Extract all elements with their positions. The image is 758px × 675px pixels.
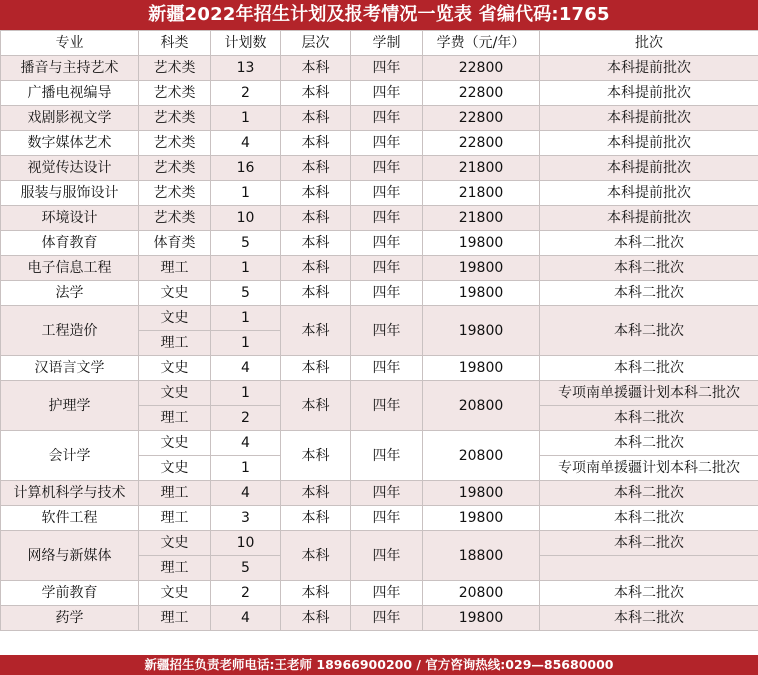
batch-cell: 本科二批次 bbox=[540, 606, 758, 631]
batch-cell: 本科二批次 bbox=[540, 281, 758, 306]
table-row bbox=[1, 231, 758, 256]
batch-cell: 本科提前批次 bbox=[540, 181, 758, 206]
kelei-cell: 文史 bbox=[139, 456, 211, 481]
major-cell: 电子信息工程 bbox=[1, 256, 139, 281]
kelei-cell: 理工 bbox=[139, 331, 211, 356]
level-cell: 本科 bbox=[281, 81, 351, 106]
duration-cell: 四年 bbox=[351, 156, 423, 181]
col-header-fee: 学费（元/年） bbox=[423, 31, 540, 56]
batch-cell: 本科二批次 bbox=[540, 356, 758, 381]
batch-cell: 本科提前批次 bbox=[540, 106, 758, 131]
col-header-kelei: 科类 bbox=[139, 31, 211, 56]
batch-cell: 本科二批次 bbox=[540, 306, 758, 356]
duration-cell: 四年 bbox=[351, 281, 423, 306]
plan-cell: 1 bbox=[211, 381, 281, 406]
major-cell: 广播电视编导 bbox=[1, 81, 139, 106]
fee-cell: 21800 bbox=[423, 206, 540, 231]
batch-cell: 本科二批次 bbox=[540, 481, 758, 506]
plan-cell: 5 bbox=[211, 556, 281, 581]
duration-cell: 四年 bbox=[351, 131, 423, 156]
fee-cell: 19800 bbox=[423, 606, 540, 631]
col-header-level: 层次 bbox=[281, 31, 351, 56]
duration-cell: 四年 bbox=[351, 606, 423, 631]
major-cell: 服装与服饰设计 bbox=[1, 181, 139, 206]
major-cell: 计算机科学与技术 bbox=[1, 481, 139, 506]
fee-cell: 20800 bbox=[423, 381, 540, 431]
level-cell: 本科 bbox=[281, 381, 351, 431]
major-cell: 护理学 bbox=[1, 381, 139, 431]
level-cell: 本科 bbox=[281, 156, 351, 181]
kelei-cell: 文史 bbox=[139, 306, 211, 331]
duration-cell: 四年 bbox=[351, 306, 423, 356]
batch-cell: 本科二批次 bbox=[540, 531, 758, 556]
fee-cell: 19800 bbox=[423, 281, 540, 306]
level-cell: 本科 bbox=[281, 431, 351, 481]
level-cell: 本科 bbox=[281, 481, 351, 506]
kelei-cell: 文史 bbox=[139, 356, 211, 381]
admission-table bbox=[0, 30, 758, 631]
level-cell: 本科 bbox=[281, 506, 351, 531]
table-row bbox=[1, 106, 758, 131]
duration-cell: 四年 bbox=[351, 231, 423, 256]
plan-cell: 4 bbox=[211, 481, 281, 506]
plan-cell: 1 bbox=[211, 181, 281, 206]
kelei-cell: 理工 bbox=[139, 256, 211, 281]
table-row bbox=[1, 206, 758, 231]
kelei-cell: 理工 bbox=[139, 606, 211, 631]
plan-cell: 1 bbox=[211, 331, 281, 356]
batch-cell: 本科二批次 bbox=[540, 406, 758, 431]
batch-cell: 本科二批次 bbox=[540, 581, 758, 606]
table-row bbox=[1, 131, 758, 156]
duration-cell: 四年 bbox=[351, 531, 423, 581]
level-cell: 本科 bbox=[281, 281, 351, 306]
plan-cell: 10 bbox=[211, 531, 281, 556]
plan-cell: 1 bbox=[211, 456, 281, 481]
major-cell: 法学 bbox=[1, 281, 139, 306]
duration-cell: 四年 bbox=[351, 206, 423, 231]
major-cell: 工程造价 bbox=[1, 306, 139, 356]
batch-cell: 本科二批次 bbox=[540, 231, 758, 256]
fee-cell: 20800 bbox=[423, 431, 540, 481]
duration-cell: 四年 bbox=[351, 181, 423, 206]
batch-cell: 本科二批次 bbox=[540, 256, 758, 281]
contact-footer: 新疆招生负责老师电话:王老师 18966900200 / 官方咨询热线:029—85680000 bbox=[0, 655, 758, 675]
plan-cell: 2 bbox=[211, 581, 281, 606]
batch-cell bbox=[540, 556, 758, 581]
duration-cell: 四年 bbox=[351, 106, 423, 131]
plan-cell: 10 bbox=[211, 206, 281, 231]
fee-cell: 21800 bbox=[423, 156, 540, 181]
kelei-cell: 文史 bbox=[139, 581, 211, 606]
table-row bbox=[1, 281, 758, 306]
major-cell: 软件工程 bbox=[1, 506, 139, 531]
duration-cell: 四年 bbox=[351, 506, 423, 531]
major-cell: 学前教育 bbox=[1, 581, 139, 606]
duration-cell: 四年 bbox=[351, 381, 423, 431]
level-cell: 本科 bbox=[281, 206, 351, 231]
plan-cell: 5 bbox=[211, 281, 281, 306]
level-cell: 本科 bbox=[281, 581, 351, 606]
level-cell: 本科 bbox=[281, 181, 351, 206]
fee-cell: 19800 bbox=[423, 356, 540, 381]
kelei-cell: 文史 bbox=[139, 531, 211, 556]
duration-cell: 四年 bbox=[351, 81, 423, 106]
plan-cell: 1 bbox=[211, 306, 281, 331]
batch-cell: 本科提前批次 bbox=[540, 206, 758, 231]
plan-cell: 2 bbox=[211, 81, 281, 106]
fee-cell: 19800 bbox=[423, 481, 540, 506]
level-cell: 本科 bbox=[281, 606, 351, 631]
fee-cell: 18800 bbox=[423, 531, 540, 581]
level-cell: 本科 bbox=[281, 131, 351, 156]
major-cell: 体育教育 bbox=[1, 231, 139, 256]
col-header-plan: 计划数 bbox=[211, 31, 281, 56]
level-cell: 本科 bbox=[281, 231, 351, 256]
duration-cell: 四年 bbox=[351, 481, 423, 506]
major-cell: 数字媒体艺术 bbox=[1, 131, 139, 156]
duration-cell: 四年 bbox=[351, 56, 423, 81]
major-cell: 播音与主持艺术 bbox=[1, 56, 139, 81]
fee-cell: 19800 bbox=[423, 256, 540, 281]
table-row bbox=[1, 381, 758, 406]
batch-cell: 本科提前批次 bbox=[540, 131, 758, 156]
fee-cell: 19800 bbox=[423, 506, 540, 531]
level-cell: 本科 bbox=[281, 106, 351, 131]
kelei-cell: 艺术类 bbox=[139, 106, 211, 131]
fee-cell: 22800 bbox=[423, 106, 540, 131]
kelei-cell: 体育类 bbox=[139, 231, 211, 256]
fee-cell: 19800 bbox=[423, 231, 540, 256]
major-cell: 视觉传达设计 bbox=[1, 156, 139, 181]
level-cell: 本科 bbox=[281, 356, 351, 381]
kelei-cell: 理工 bbox=[139, 481, 211, 506]
major-cell: 环境设计 bbox=[1, 206, 139, 231]
level-cell: 本科 bbox=[281, 306, 351, 356]
table-row bbox=[1, 481, 758, 506]
plan-cell: 4 bbox=[211, 356, 281, 381]
level-cell: 本科 bbox=[281, 256, 351, 281]
major-cell: 网络与新媒体 bbox=[1, 531, 139, 581]
table-row bbox=[1, 156, 758, 181]
plan-cell: 13 bbox=[211, 56, 281, 81]
table-row bbox=[1, 506, 758, 531]
table-row bbox=[1, 56, 758, 81]
plan-cell: 4 bbox=[211, 131, 281, 156]
plan-cell: 4 bbox=[211, 606, 281, 631]
table-row bbox=[1, 256, 758, 281]
fee-cell: 19800 bbox=[423, 306, 540, 356]
batch-cell: 专项南单援疆计划本科二批次 bbox=[540, 456, 758, 481]
kelei-cell: 文史 bbox=[139, 431, 211, 456]
table-row bbox=[1, 431, 758, 456]
kelei-cell: 艺术类 bbox=[139, 56, 211, 81]
plan-cell: 4 bbox=[211, 431, 281, 456]
kelei-cell: 文史 bbox=[139, 381, 211, 406]
duration-cell: 四年 bbox=[351, 581, 423, 606]
kelei-cell: 艺术类 bbox=[139, 156, 211, 181]
batch-cell: 本科二批次 bbox=[540, 431, 758, 456]
table-row bbox=[1, 81, 758, 106]
batch-cell: 专项南单援疆计划本科二批次 bbox=[540, 381, 758, 406]
fee-cell: 20800 bbox=[423, 581, 540, 606]
table-row bbox=[1, 181, 758, 206]
fee-cell: 21800 bbox=[423, 181, 540, 206]
duration-cell: 四年 bbox=[351, 256, 423, 281]
batch-cell: 本科提前批次 bbox=[540, 81, 758, 106]
level-cell: 本科 bbox=[281, 56, 351, 81]
table-row bbox=[1, 531, 758, 556]
table-row bbox=[1, 356, 758, 381]
kelei-cell: 艺术类 bbox=[139, 181, 211, 206]
header-row bbox=[1, 31, 758, 56]
major-cell: 汉语言文学 bbox=[1, 356, 139, 381]
duration-cell: 四年 bbox=[351, 431, 423, 481]
fee-cell: 22800 bbox=[423, 81, 540, 106]
table-row bbox=[1, 306, 758, 331]
kelei-cell: 理工 bbox=[139, 406, 211, 431]
plan-cell: 5 bbox=[211, 231, 281, 256]
table-row bbox=[1, 581, 758, 606]
kelei-cell: 艺术类 bbox=[139, 131, 211, 156]
plan-cell: 3 bbox=[211, 506, 281, 531]
major-cell: 戏剧影视文学 bbox=[1, 106, 139, 131]
plan-cell: 1 bbox=[211, 256, 281, 281]
table-title: 新疆2022年招生计划及报考情况一览表 省编代码:1765 bbox=[0, 0, 758, 30]
plan-cell: 16 bbox=[211, 156, 281, 181]
level-cell: 本科 bbox=[281, 531, 351, 581]
major-cell: 会计学 bbox=[1, 431, 139, 481]
kelei-cell: 理工 bbox=[139, 556, 211, 581]
fee-cell: 22800 bbox=[423, 56, 540, 81]
col-header-duration: 学制 bbox=[351, 31, 423, 56]
col-header-batch: 批次 bbox=[540, 31, 758, 56]
major-cell: 药学 bbox=[1, 606, 139, 631]
col-header-major: 专业 bbox=[1, 31, 139, 56]
duration-cell: 四年 bbox=[351, 356, 423, 381]
batch-cell: 本科提前批次 bbox=[540, 56, 758, 81]
plan-cell: 1 bbox=[211, 106, 281, 131]
plan-cell: 2 bbox=[211, 406, 281, 431]
kelei-cell: 文史 bbox=[139, 281, 211, 306]
batch-cell: 本科提前批次 bbox=[540, 156, 758, 181]
kelei-cell: 艺术类 bbox=[139, 81, 211, 106]
kelei-cell: 理工 bbox=[139, 506, 211, 531]
table-row bbox=[1, 606, 758, 631]
fee-cell: 22800 bbox=[423, 131, 540, 156]
batch-cell: 本科二批次 bbox=[540, 506, 758, 531]
kelei-cell: 艺术类 bbox=[139, 206, 211, 231]
